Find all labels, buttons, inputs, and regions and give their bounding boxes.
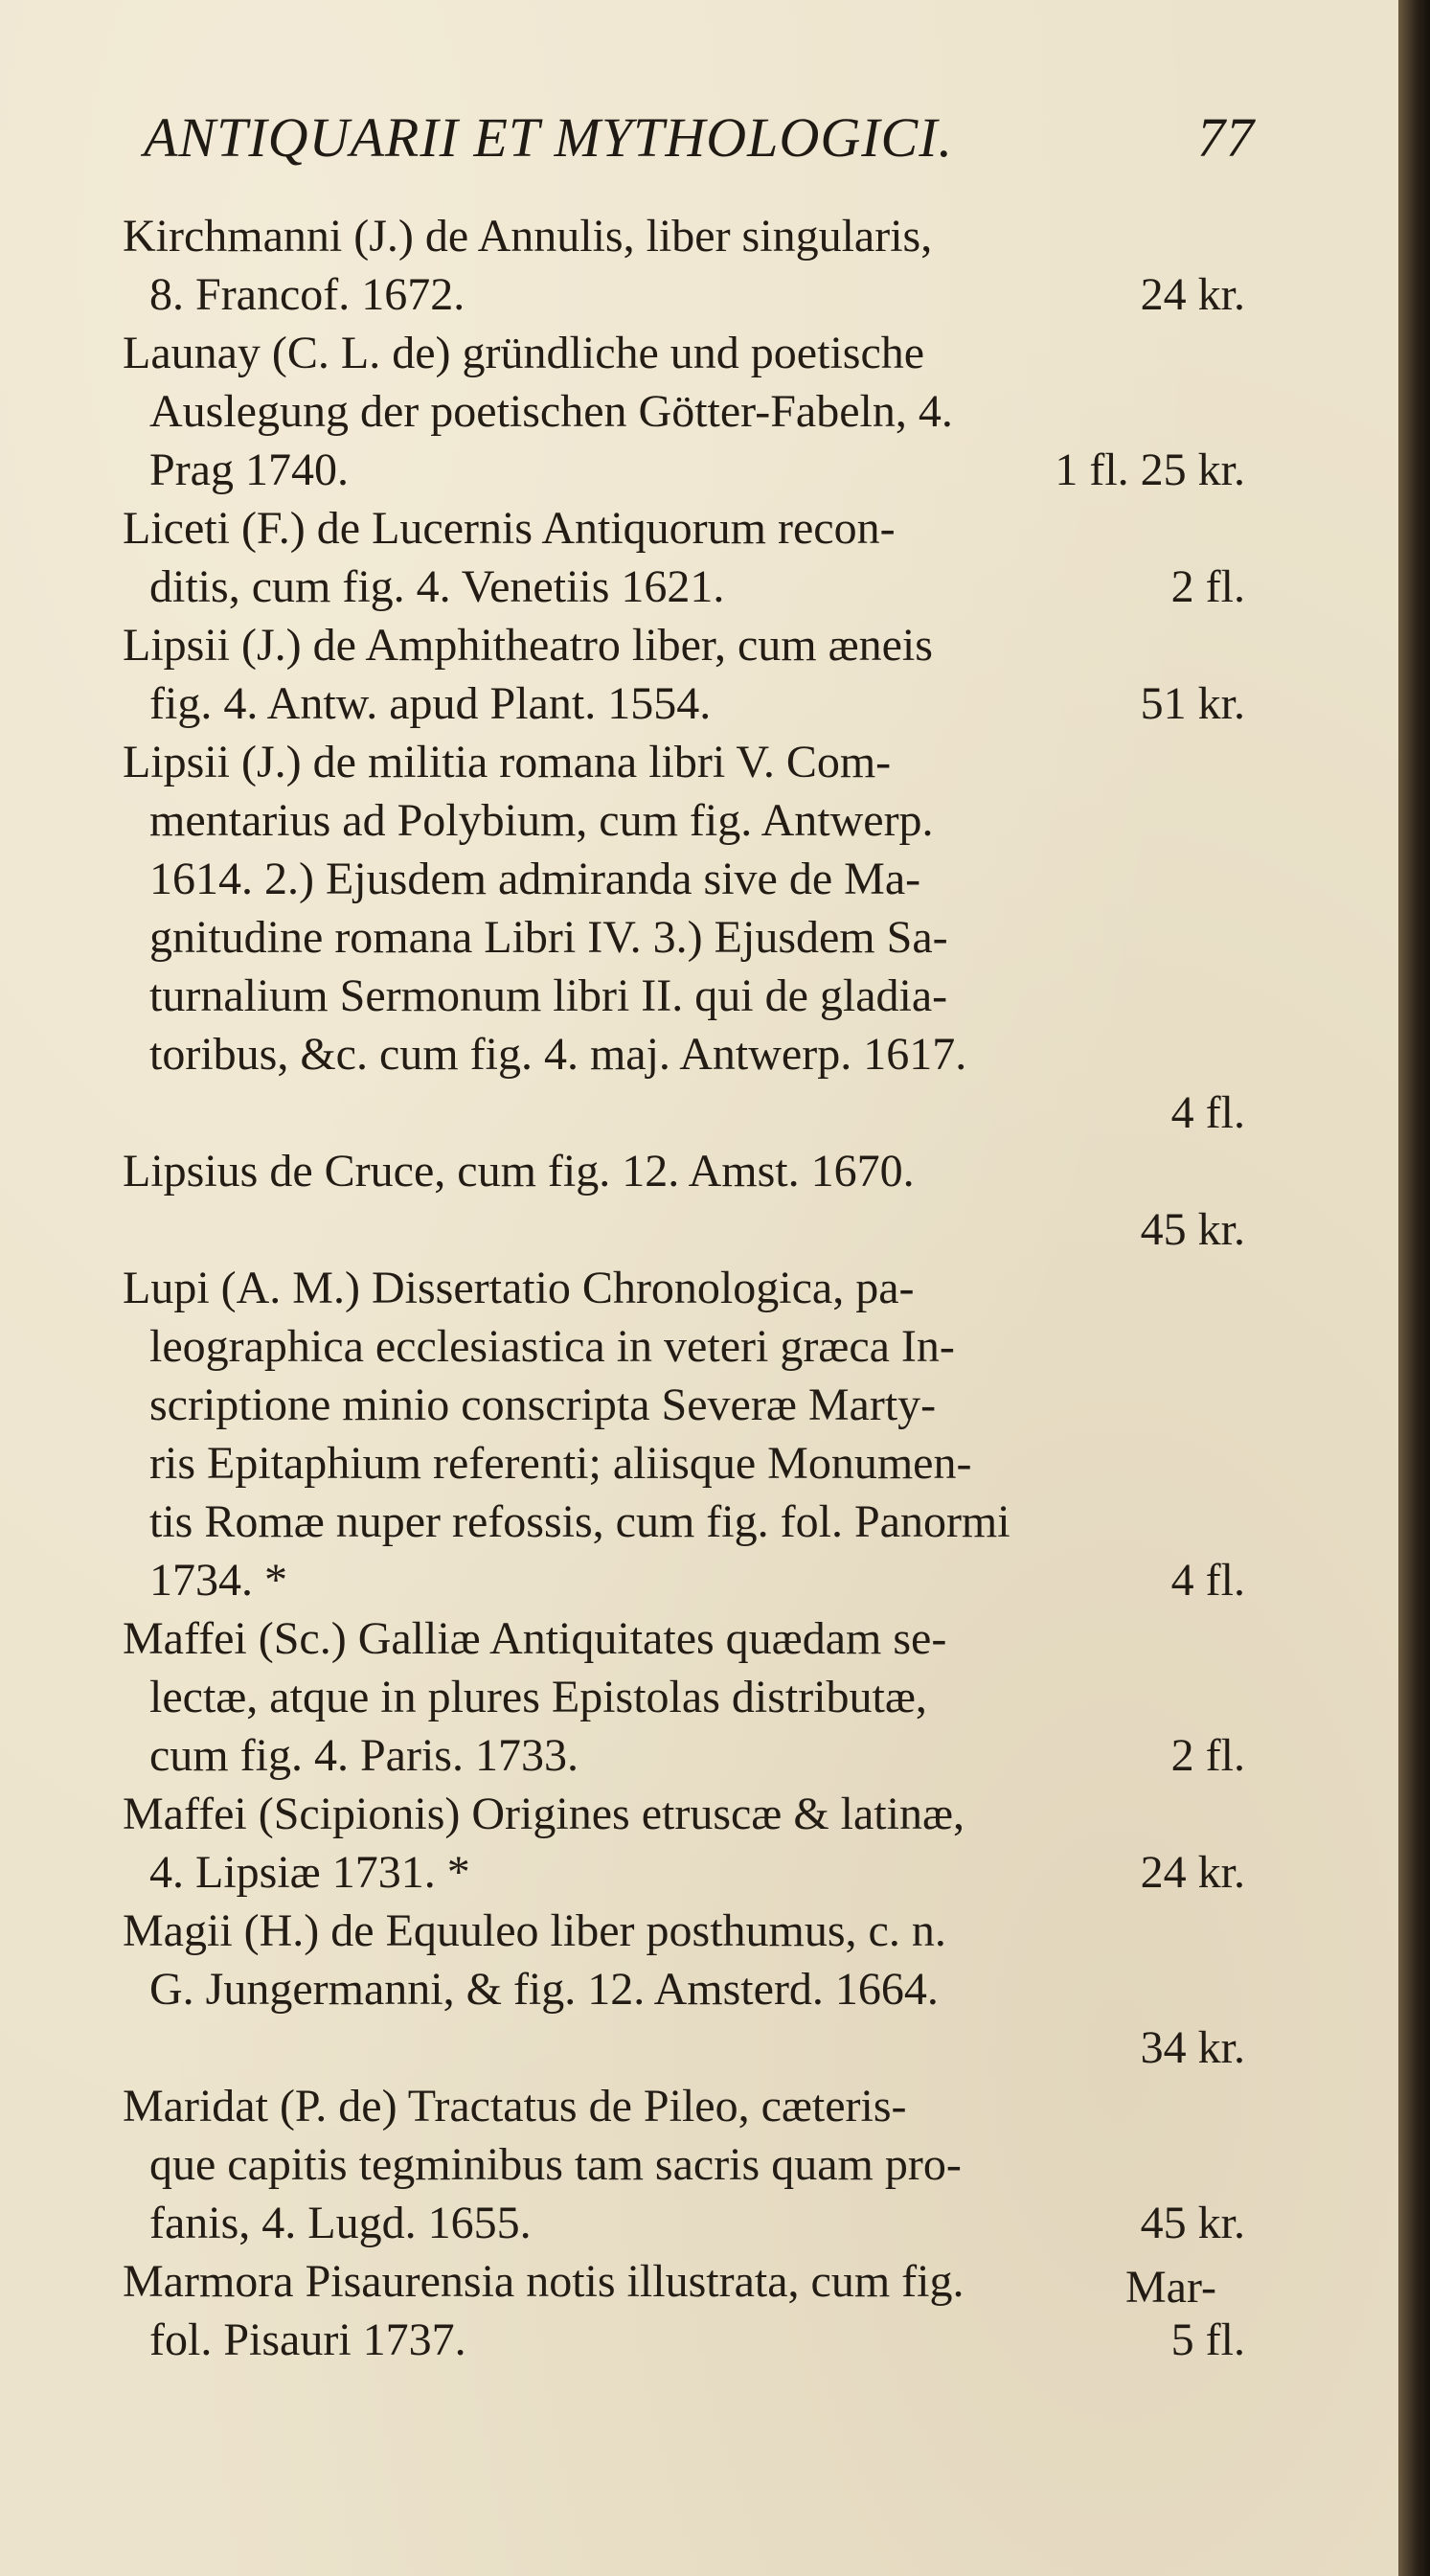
header-title: ANTIQUARII ET MYTHOLOGICI. <box>144 106 954 169</box>
entry-line: 1614. 2.) Ejusdem admiranda sive de Ma- <box>149 854 921 904</box>
entry-line <box>123 2194 1245 2252</box>
entry-line: Liceti (F.) de Lucernis Antiquorum recon- <box>123 503 896 554</box>
entry-line <box>123 558 1245 616</box>
entry-price: 34 kr. <box>1140 2022 1245 2073</box>
entry-line <box>123 265 1245 324</box>
entry-line: Maffei (Scipionis) Origines etruscæ & latinæ, <box>123 1789 965 1839</box>
page-number: 77 <box>1197 106 1255 169</box>
entry-line-text: Prag 1740. <box>149 445 349 495</box>
entry-line: leographica ecclesiastica in veteri græca In- <box>149 1321 955 1372</box>
entry-line-text: ditis, cum fig. 4. Venetiis 1621. <box>149 561 725 612</box>
entry-price: 5 fl. <box>1170 2314 1245 2365</box>
entry-line <box>123 2311 1245 2369</box>
entry-line <box>123 1726 1245 1785</box>
entry-line: Lipsii (J.) de militia romana libri V. Com- <box>123 737 892 787</box>
catchword: Mar- <box>1125 2262 1216 2313</box>
entry-line: lectæ, atque in plures Epistolas distributæ, <box>149 1672 927 1722</box>
entry-line: Lupi (A. M.) Dissertatio Chronologica, pa- <box>123 1263 915 1313</box>
page-edge-shadow <box>1398 0 1430 2576</box>
entry-line <box>123 1843 1245 1902</box>
entry-line: tis Romæ nuper refossis, cum fig. fol. Panormi <box>149 1496 1010 1547</box>
entry-line: Lipsius de Cruce, cum fig. 12. Amst. 1670. <box>123 1146 915 1197</box>
entry-line: Launay (C. L. de) gründliche und poetische <box>123 328 925 378</box>
entry-line-text: fig. 4. Antw. apud Plant. 1554. <box>149 678 712 729</box>
entry-line: que capitis tegminibus tam sacris quam pro- <box>149 2139 962 2190</box>
entry-line <box>123 674 1245 733</box>
entry-line-text: 4. Lipsiæ 1731. * <box>149 1847 470 1898</box>
entry-price: 45 kr. <box>1140 2198 1245 2248</box>
entry-price: 4 fl. <box>1170 1555 1245 1606</box>
entry-line: turnalium Sermonum libri II. qui de gladia- <box>149 970 948 1021</box>
entry-line: ris Epitaphium referenti; aliisque Monumen- <box>149 1438 972 1489</box>
entry-price: 24 kr. <box>1140 1847 1245 1898</box>
entry-line-text: 8. Francof. 1672. <box>149 269 465 320</box>
entry-price: 4 fl. <box>1170 1087 1245 1138</box>
entry-line: mentarius ad Polybium, cum fig. Antwerp. <box>149 795 934 846</box>
entry-price: 2 fl. <box>1170 1730 1245 1781</box>
entry-line-text: 1734. * <box>149 1555 287 1606</box>
entry-line <box>123 1551 1245 1609</box>
entry-price: 45 kr. <box>1140 1204 1245 1255</box>
entry-price: 2 fl. <box>1170 561 1245 612</box>
entry-line-text: fanis, 4. Lugd. 1655. <box>149 2198 532 2248</box>
entry-line: Auslegung der poetischen Götter-Fabeln, 4. <box>149 386 953 437</box>
catalogue-entries <box>123 207 1245 2369</box>
entry-line: Marmora Pisaurensia notis illustrata, cum fig. <box>123 2256 965 2307</box>
entry-price: 1 fl. 25 kr. <box>1055 445 1245 495</box>
entry-line: Maffei (Sc.) Galliæ Antiquitates quædam se- <box>123 1613 947 1664</box>
entry-line: Kirchmanni (J.) de Annulis, liber singularis, <box>123 211 933 262</box>
entry-line <box>123 441 1245 499</box>
entry-line: Maridat (P. de) Tractatus de Pileo, cæteris- <box>123 2081 907 2131</box>
entry-line: Magii (H.) de Equuleo liber posthumus, c. n. <box>123 1905 946 1956</box>
entry-price: 51 kr. <box>1140 678 1245 729</box>
entry-price: 24 kr. <box>1140 269 1245 320</box>
entry-line-text: cum fig. 4. Paris. 1733. <box>149 1730 579 1781</box>
entry-line: scriptione minio conscripta Severæ Marty- <box>149 1379 937 1430</box>
running-header <box>144 96 1255 182</box>
entry-line: Lipsii (J.) de Amphitheatro liber, cum æneis <box>123 620 933 671</box>
entry-line: G. Jungermanni, & fig. 12. Amsterd. 1664. <box>149 1964 939 2015</box>
entry-line: gnitudine romana Libri IV. 3.) Ejusdem Sa- <box>149 912 948 963</box>
entry-line-text: fol. Pisauri 1737. <box>149 2314 466 2365</box>
entry-line: toribus, &c. cum fig. 4. maj. Antwerp. 1617. <box>149 1029 967 1080</box>
